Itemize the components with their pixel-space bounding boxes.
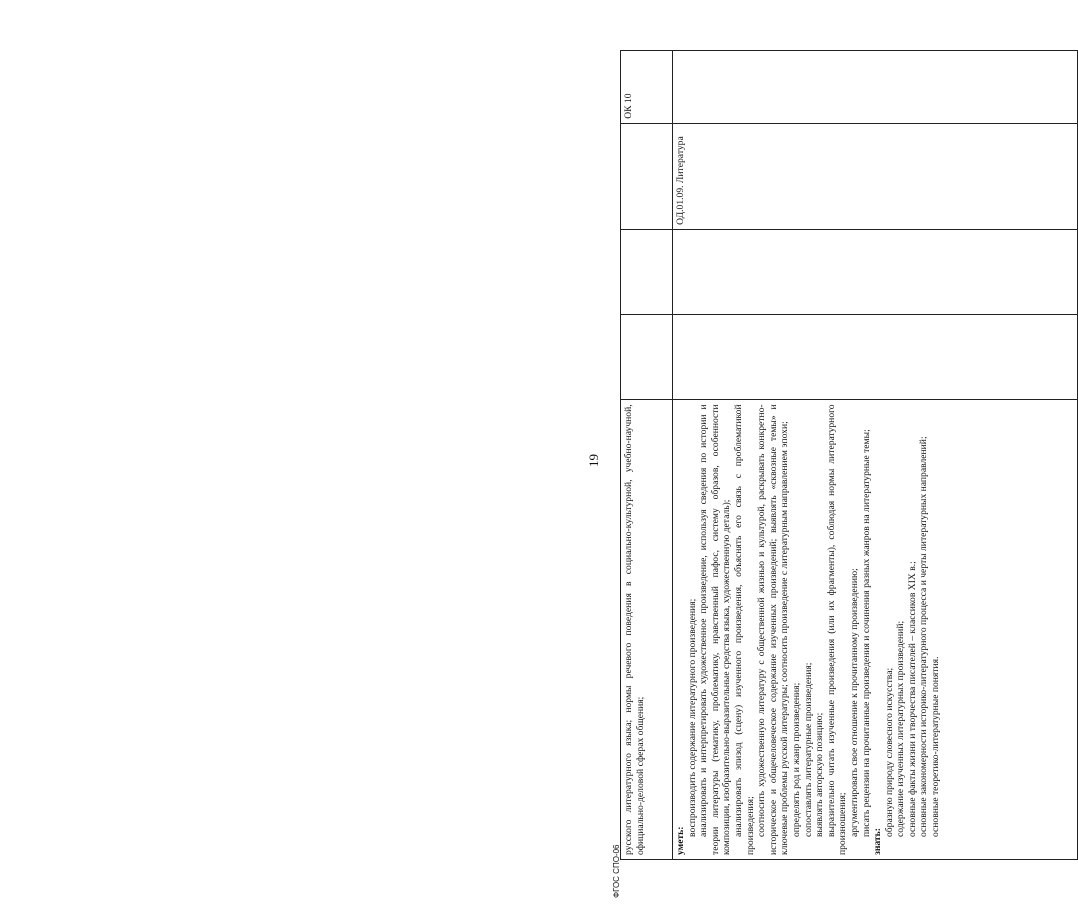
competency-cell [621, 51, 673, 124]
list-item: соотносить художественную литературу с общественной жизнью и культурой, раскрывать конкретно-историческое и общечеловеческое содержание изученных произведений; выявлять «сквозные темы» и ключевые проблемы русской литературы; соотносить произведение с литературным направлением эпохи; [756, 404, 791, 855]
footer-label: ФГОС СПО-06 [612, 844, 621, 898]
requirements-cell [673, 400, 1078, 860]
requirements-cell [621, 400, 673, 860]
znat-heading: знать: [872, 828, 884, 855]
empty-cell [673, 315, 1078, 400]
umet-heading: уметь: [675, 826, 686, 855]
empty-cell [673, 51, 1078, 124]
rotated-page [578, 40, 1078, 860]
requirements-text: русского литературного языка; нормы речевого поведения в социально-культурной, учебно-научной, официально-деловой сферах общения; [623, 404, 646, 855]
list-item: выразительно читать изученные произведения (или их фрагменты), соблюдая нормы литературного произношения; [825, 404, 849, 855]
page-number: 19 [586, 454, 601, 467]
list-item: содержание изученных литературных произведений; [895, 620, 907, 837]
discipline-cell [673, 123, 1078, 229]
table-row [673, 51, 1078, 860]
list-item: основные теоретико-литературные понятия. [930, 656, 942, 837]
table-row [621, 51, 673, 860]
list-item: образную природу словесного искусства; [883, 667, 895, 837]
list-item: анализировать эпизод (сцену) изученного произведения, объяснять его связь с проблематикой произведения; [732, 404, 756, 855]
empty-cell [621, 229, 673, 314]
list-item: основные закономерности историко-литературного процесса и черты литературных направлений; [918, 436, 930, 837]
empty-cell [621, 315, 673, 400]
list-item: анализировать и интерпретировать художественное произведение, используя сведения по истории и теории литературы (тематику, проблематику, нравственный пафос, систему образов, особенности композиции, изобразительно-выразительные средства языка, художественную деталь); [698, 404, 733, 855]
list-item: писать рецензии на прочитанные произведения и сочинения разных жанров на литературные темы; [860, 429, 872, 837]
list-item: основные факты жизни и творчества писателей – классиков XIX в.; [906, 561, 918, 837]
competency-table [620, 50, 1078, 860]
discipline-code: ОД.01.09. Литература [675, 136, 686, 225]
list-item: воспроизводить содержание литературного произведения; [686, 598, 698, 837]
list-item: выявлять авторскую позицию; [814, 712, 826, 837]
list-item: сопоставлять литературные произведения; [802, 662, 814, 837]
empty-cell [673, 229, 1078, 314]
competency-code: ОК 10 [623, 93, 634, 119]
empty-cell [621, 123, 673, 229]
list-item: аргументировать свое отношение к прочитанному произведению; [848, 568, 860, 837]
list-item: определять род и жанр произведения; [790, 682, 802, 837]
